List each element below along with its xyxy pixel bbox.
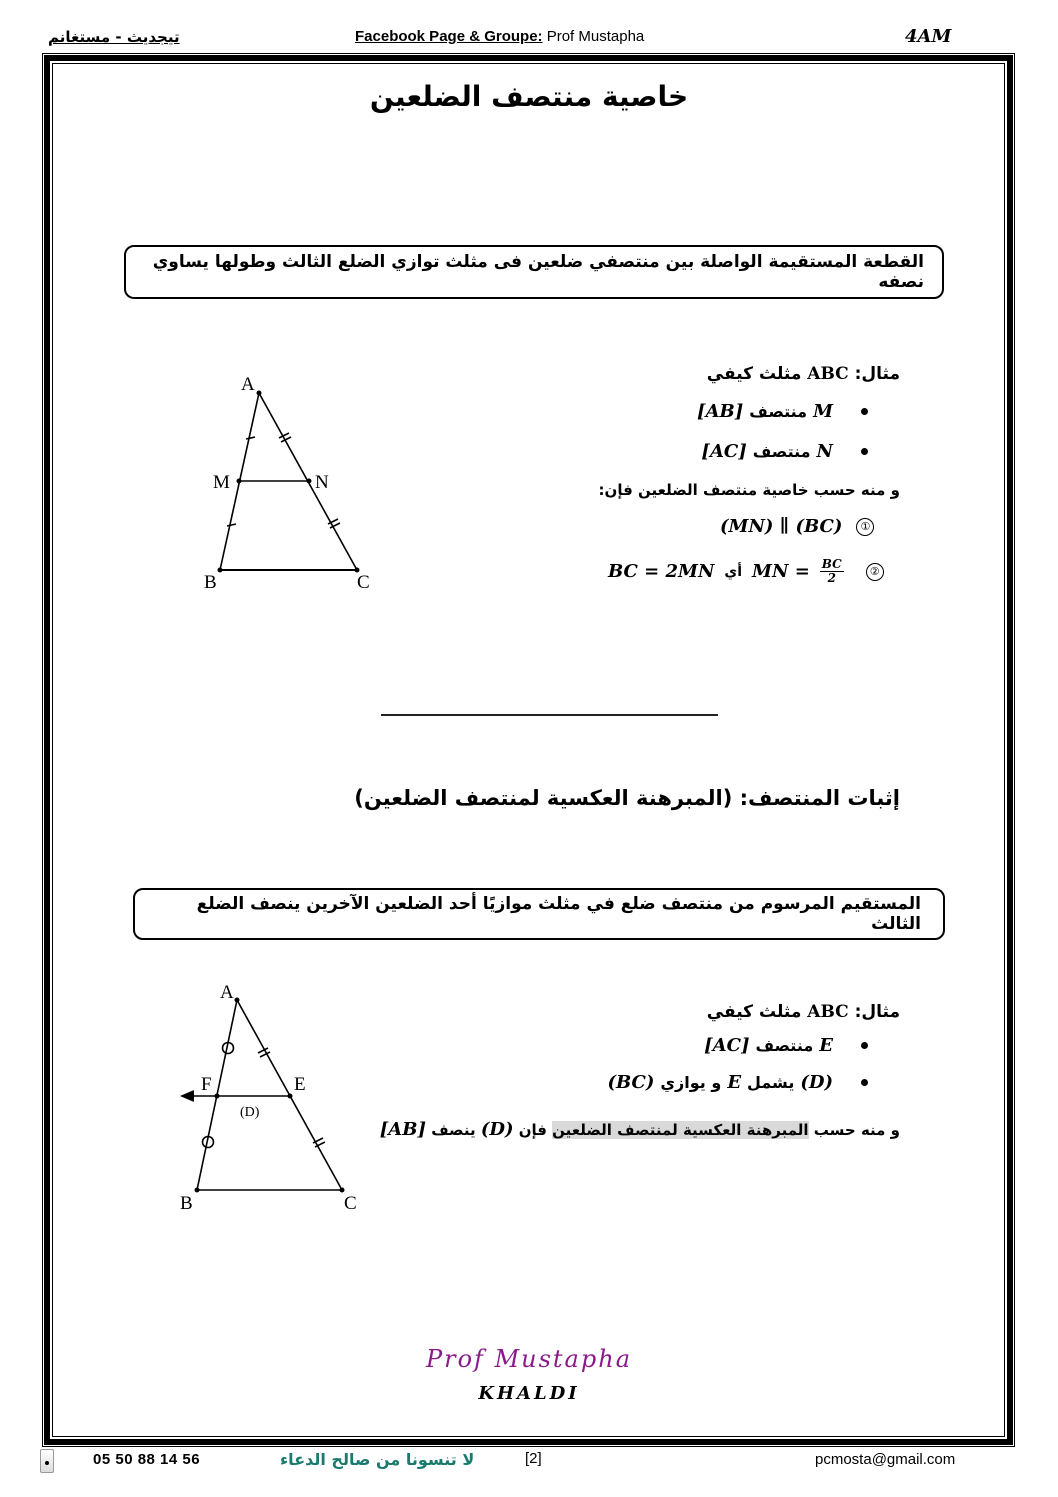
signature-name: Prof Mustapha — [425, 1345, 632, 1373]
example2-title — [707, 1002, 900, 1022]
example2-item-2 — [607, 1072, 868, 1093]
midpoint-word: منتصف — [755, 1036, 814, 1055]
segment-AB: [AB] — [379, 1119, 426, 1140]
signature-surname: KHALDI — [478, 1383, 580, 1404]
label-E: E — [294, 1074, 306, 1095]
line-D: (D) — [800, 1072, 833, 1093]
example1-item-2 — [701, 441, 868, 462]
example2-title-latin: ABC — [807, 1002, 849, 1022]
point-M: M — [813, 401, 833, 422]
triangle-figure-converse — [170, 978, 380, 1218]
label-C: C — [344, 1193, 357, 1214]
label-C: C — [357, 572, 370, 593]
label-N: N — [315, 472, 329, 493]
example1-title-prefix: مثال: — [848, 364, 900, 384]
bullet-icon — [861, 448, 868, 455]
label-A: A — [220, 982, 234, 1003]
converse-theorem-box — [133, 888, 945, 940]
phone-icon — [40, 1449, 54, 1473]
result-parallel: (MN) ∥ (BC) — [720, 516, 843, 537]
label-B: B — [180, 1193, 193, 1214]
segment-AC: [AC] — [701, 441, 747, 462]
example1-conclusion: و منه حسب خاصية منتصف الضلعين فإن: — [598, 481, 900, 499]
connector-word: أي — [724, 563, 743, 580]
header-facebook-name: Prof Mustapha — [542, 28, 645, 45]
example2-conclusion — [380, 1119, 900, 1140]
footer-email: pcmosta@gmail.com — [815, 1451, 956, 1468]
conclusion-start: و منه حسب — [808, 1120, 900, 1139]
bullet-icon — [861, 1042, 868, 1049]
label-M: M — [213, 472, 230, 493]
section2-title: إثبات المنتصف: (المبرهنة العكسية لمنتصف الضلعين) — [354, 786, 900, 810]
header-level: 4AM — [905, 26, 952, 47]
example2-title-suffix: مثلث كيفي — [706, 1002, 808, 1022]
example2-title-prefix: مثال: — [848, 1002, 900, 1022]
header-location: تيجديث - مستغانم — [48, 28, 180, 46]
triangle-figure-midpoints — [195, 370, 395, 600]
converse-theorem-text: المستقيم المرسوم من منتصف ضلع في مثلث موازيًا أحد الضلعين الآخرين ينصف الضلع الثالث — [196, 894, 921, 934]
result-bc-eq: BC = 2MN — [608, 561, 715, 582]
fraction-numerator: BC — [821, 557, 842, 571]
page-number: [2] — [525, 1450, 542, 1467]
label-F: F — [201, 1074, 212, 1095]
theorem-box — [124, 245, 944, 299]
segment-AB: [AB] — [697, 401, 744, 422]
theorem-text: القطعة المستقيمة الواصلة بين منتصفي ضلعين فى مثلث توازي الضلع الثالث وطولها يساوي نصفه — [152, 252, 924, 292]
point-E: E — [819, 1035, 833, 1056]
parallel-word: و يوازي — [660, 1073, 722, 1092]
line-D: (D) — [480, 1119, 514, 1140]
fraction-denominator: 2 — [827, 571, 836, 585]
contains-word: يشمل — [747, 1073, 795, 1092]
example1-title-latin: ABC — [807, 364, 849, 384]
header-facebook-label: Facebook Page & Groupe: — [355, 28, 543, 45]
midpoint-word: منتصف — [749, 402, 808, 421]
bisects-word: ينصف — [425, 1120, 481, 1139]
label-B: B — [204, 572, 217, 593]
arrow-left-icon — [180, 1090, 194, 1102]
header-facebook — [355, 28, 644, 45]
point-N: N — [816, 441, 833, 462]
section-divider — [381, 714, 718, 716]
page-title: خاصية منتصف الضلعين — [369, 80, 689, 113]
example1-result-2 — [608, 558, 884, 585]
conclusion-mid: فإن — [513, 1120, 553, 1139]
line-BC: (BC) — [607, 1072, 655, 1093]
point-E: E — [727, 1072, 742, 1093]
example1-result-1 — [720, 516, 874, 537]
example1-title-suffix: مثلث كيفي — [706, 364, 808, 384]
label-D: (D) — [240, 1105, 260, 1120]
footer-dua: لا تنسونا من صالح الدعاء — [280, 1450, 475, 1469]
result-mn-eq: MN = — [752, 561, 810, 582]
number-two-icon: ② — [866, 563, 884, 581]
label-A: A — [241, 374, 255, 395]
example1-title — [707, 364, 900, 384]
example2-item-1 — [704, 1035, 868, 1056]
segment-AC: [AC] — [704, 1035, 750, 1056]
bullet-icon — [861, 1079, 868, 1086]
fraction — [820, 558, 844, 585]
number-one-icon: ① — [856, 518, 874, 536]
midpoint-word: منتصف — [752, 442, 811, 461]
footer-phone: 05 50 88 14 56 — [93, 1451, 201, 1468]
bullet-icon — [861, 408, 868, 415]
conclusion-highlight: المبرهنة العكسية لمنتصف الضلعين — [552, 1120, 809, 1139]
example1-item-1 — [697, 401, 868, 422]
